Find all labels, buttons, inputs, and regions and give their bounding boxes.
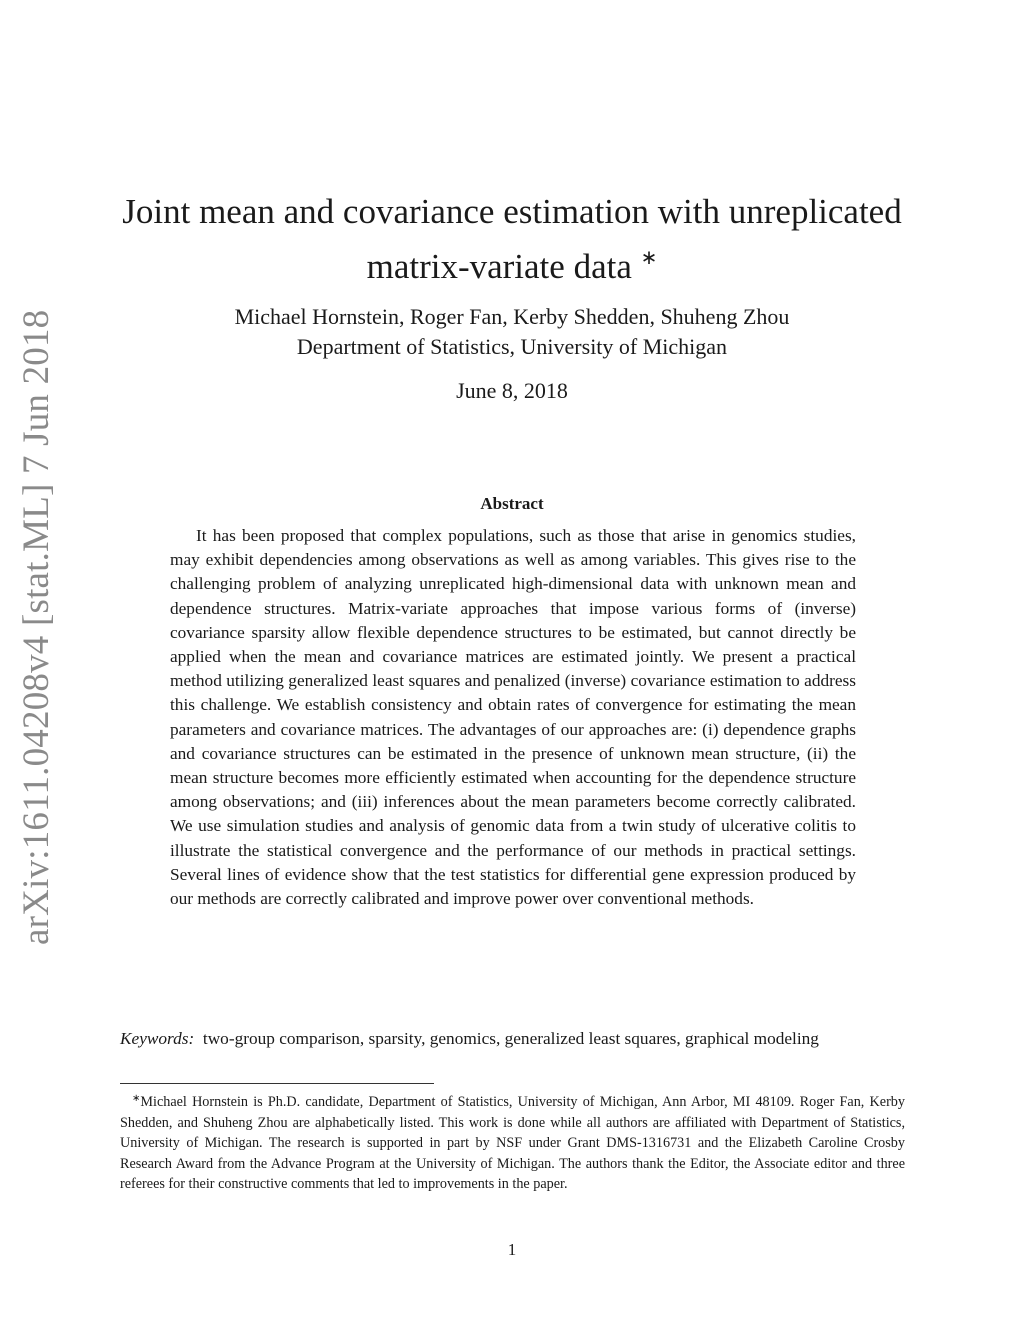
footnote xyxy=(120,1089,905,1195)
title-line-1: Joint mean and covariance estimation with unreplicated xyxy=(122,192,902,231)
page-number: 1 xyxy=(507,1240,517,1259)
keywords-label: Keywords: xyxy=(120,1029,195,1048)
arxiv-identifier-stamp: arXiv:1611.04208v4 [stat.ML] 7 Jun 2018 xyxy=(16,309,57,945)
paper-date: June 8, 2018 xyxy=(456,378,568,403)
author-names: Michael Hornstein, Roger Fan, Kerby Shedden, Shuheng Zhou xyxy=(234,304,790,329)
keywords xyxy=(120,1027,905,1051)
abstract-heading: Abstract xyxy=(480,494,544,513)
footnote-text: Michael Hornstein is Ph.D. candidate, Department of Statistics, University of Michigan, Ann Arbor, MI 48109. Roger Fan, Kerby Shedden, and Shuheng Zhou are alphabetically listed. This work is done while all authors are affiliated with Department of Statistics, University of Michigan. The research is supported in part by NSF under Grant DMS-1316731 and the Elizabeth Caroline Crosby Research Award from the Advance Program at the University of Michigan. The authors thank the Editor, the Associate editor and three referees for their constructive comments that led to improvements in the paper. xyxy=(120,1094,905,1192)
footnote-mark: ∗ xyxy=(132,1093,141,1104)
author-affiliation: Department of Statistics, University of Michigan xyxy=(296,334,728,359)
title-line-2-text: matrix-variate data xyxy=(366,247,632,286)
title-line-2 xyxy=(100,235,924,290)
title-footnote-mark[interactable]: ∗ xyxy=(640,247,658,269)
keywords-text: two-group comparison, sparsity, genomics, generalized least squares, graphical modeling xyxy=(202,1029,819,1048)
paper-title xyxy=(100,188,924,290)
footnote-divider xyxy=(120,1083,434,1084)
abstract-text: It has been proposed that complex populations, such as those that arise in genomics studies, may exhibit dependencies among observations as well as among variables. This gives rise to the challenging problem of analyzing unreplicated high-dimensional data with unknown mean and dependence structures. Matrix-variate approaches that impose various forms of (inverse) covariance sparsity allow flexible dependence structures to be estimated, but cannot directly be applied when the mean and covariance matrices are estimated jointly. We present a practical method utilizing generalized least squares and penalized (inverse) covariance estimation to address this challenge. We establish consistency and obtain rates of convergence for estimating the mean parameters and covariance matrices. The advantages of our approaches are: (i) dependence graphs and covariance structures can be estimated in the presence of unknown mean structure, (ii) the mean structure becomes more efficiently estimated when accounting for the dependence structure among observations; and (iii) inferences about the mean parameters become correctly calibrated. We use simulation studies and analysis of genomic data from a twin study of ulcerative colitis to illustrate the statistical convergence and the performance of our methods in practical settings. Several lines of evidence show that the test statistics for differential gene expression produced by our methods are correctly calibrated and improve power over conventional methods. xyxy=(170,526,856,909)
author-block xyxy=(100,302,924,362)
